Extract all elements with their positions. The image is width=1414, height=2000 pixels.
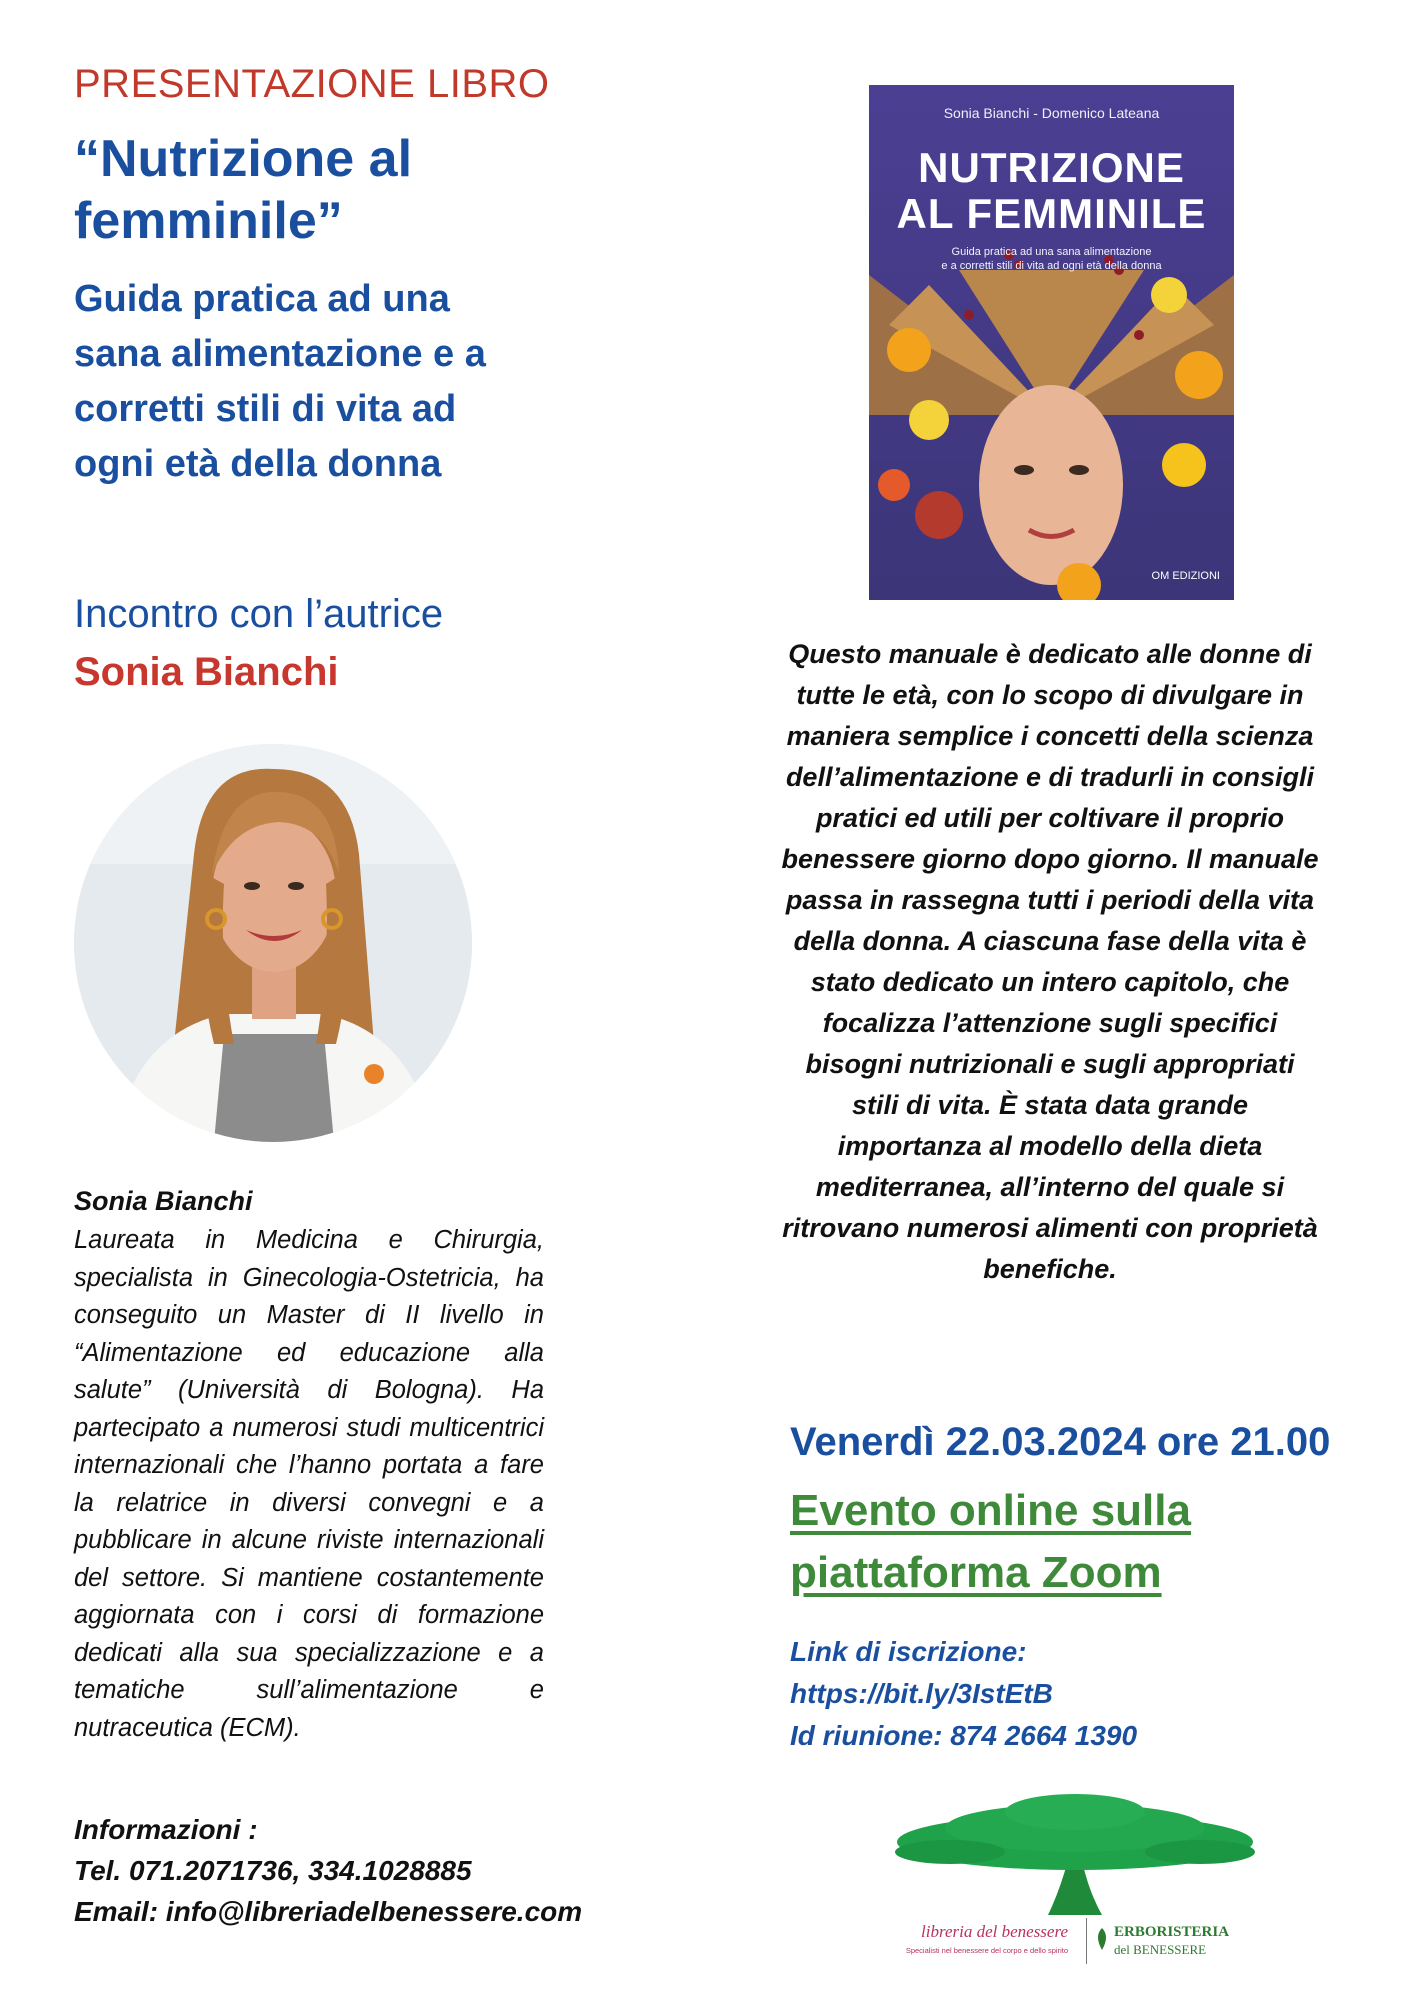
cover-title-line-2: AL FEMMINILE xyxy=(896,190,1207,237)
kicker-label: PRESENTAZIONE LIBRO xyxy=(74,62,550,106)
logo-divider xyxy=(1086,1918,1087,1964)
logo-benessere: del BENESSERE xyxy=(1114,1942,1207,1957)
info-phone: Tel. 071.2071736, 334.1028885 xyxy=(74,1855,472,1886)
author-portrait-illustration xyxy=(74,744,472,1142)
logo-tagline: Specialisti nel benessere del corpo e dello spirito xyxy=(905,1946,1068,1955)
book-title: “Nutrizione al femminile” xyxy=(74,130,413,250)
cover-title xyxy=(869,145,1234,237)
author-portrait xyxy=(74,744,472,1142)
cover-title-line-1: NUTRIZIONE xyxy=(918,144,1185,191)
info-email[interactable]: Email: info@libreriadelbenessere.com xyxy=(74,1896,583,1927)
info-label: Informazioni : xyxy=(74,1814,258,1845)
tree-icon xyxy=(890,1790,1270,1920)
book-description: Questo manuale è dedicato alle donne di tutte le età, con lo scopo di divulgare in maniera semplice i concetti della scienza dell’alimentazione e di tradurli in consigli pratici ed utili per coltivare il proprio benessere giorno dopo giorno. Il manuale passa in rassegna tutti i periodi della vita della donna. A ciascuna fase della vita è stato dedicato un intero capitolo, che focalizza l’attenzione sugli specifici bisogni nutrizionali e sugli appropriati stili di vita. È stata data grande importanza al modello della dieta mediterranea, all’interno del quale si ritrovano numerosi alimenti con proprietà benefiche. xyxy=(781,639,1319,1284)
cover-authors: Sonia Bianchi - Domenico Lateana xyxy=(943,105,1160,121)
registration-link[interactable]: https://bit.ly/3IstEtB xyxy=(790,1678,1053,1709)
logo-erboristeria: ERBORISTERIA xyxy=(1114,1924,1230,1940)
cover-subtitle xyxy=(889,245,1214,273)
leaf-icon xyxy=(1094,1928,1110,1950)
meeting-label: Incontro con l’autrice xyxy=(74,592,444,636)
bio-name: Sonia Bianchi xyxy=(74,1186,253,1216)
cover-subtitle-line-1: Guida pratica ad una sana alimentazione xyxy=(951,246,1152,258)
meeting-id: Id riunione: 874 2664 1390 xyxy=(790,1720,1138,1751)
cover-publisher: OM EDIZIONI xyxy=(1151,570,1220,582)
event-date: Venerdì 22.03.2024 ore 21.00 xyxy=(790,1420,1331,1464)
book-cover xyxy=(869,85,1234,600)
author-name: Sonia Bianchi xyxy=(74,650,339,694)
cover-subtitle-line-2: e a corretti stili di vita ad ogni età della donna xyxy=(941,260,1162,272)
event-online-link[interactable]: Evento online sulla piattaforma Zoom xyxy=(790,1486,1191,1597)
logo-shop-name: libreria del benessere xyxy=(921,1922,1068,1941)
bio-text: Laureata in Medicina e Chirurgia, specialista in Ginecologia-Ostetricia, ha conseguito un Master di II livello in “Alimentazione ed educazione alla salute” (Università di Bologna). Ha partecipato a numerosi studi multicentrici internazionali che l’hanno portata a fare la relatrice in diversi convegni e a pubblicare in alcune riviste internazionali del settore. Si mantiene costantemente aggiornata con i corsi di formazione dedicati alla sua specializzazione e a tematiche sull’alimentazione e nutraceutica (ECM). xyxy=(74,1226,544,1742)
registration-link-label: Link di iscrizione: xyxy=(790,1636,1027,1667)
book-subtitle: Guida pratica ad una sana alimentazione e a corretti stili di vita ad ogni età della donna xyxy=(74,278,486,485)
shop-logo xyxy=(890,1790,1270,1980)
